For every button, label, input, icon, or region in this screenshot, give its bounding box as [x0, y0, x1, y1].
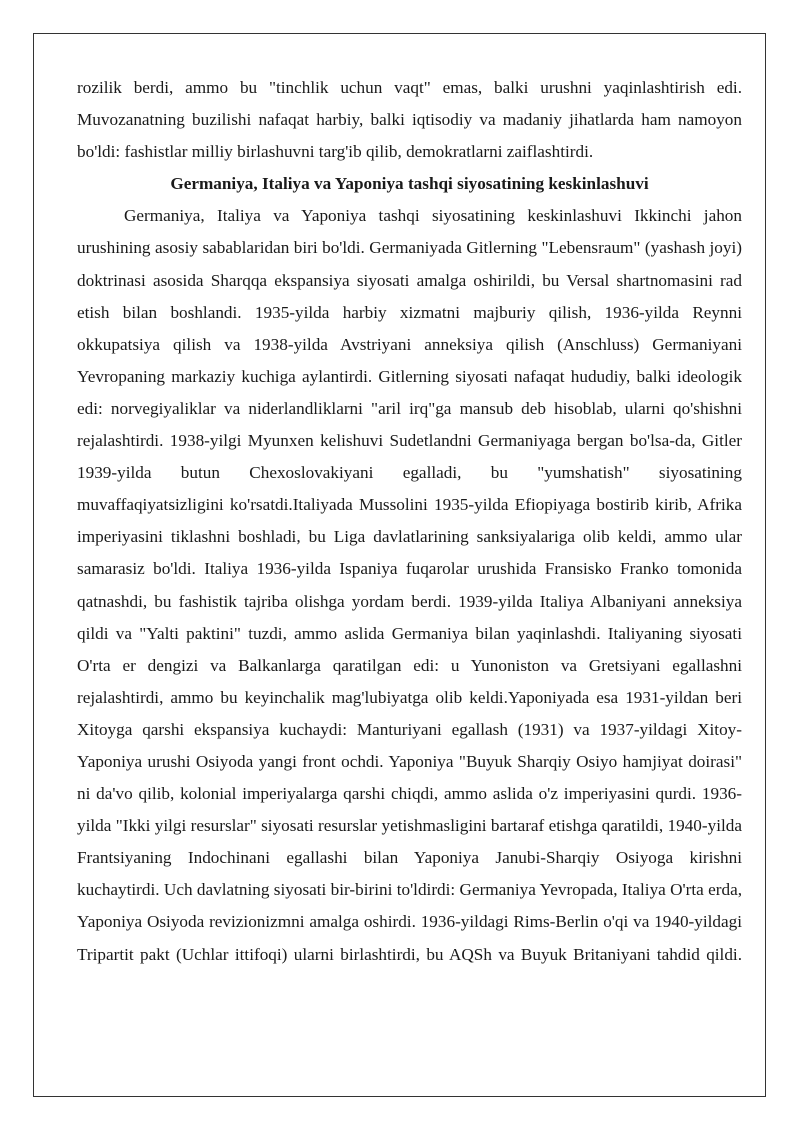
section-heading: Germaniya, Italiya va Yaponiya tashqi siyosatining keskinlashuvi — [170, 174, 649, 194]
paragraph-main-body: Germaniya, Italiya va Yaponiya tashqi siyosatining keskinlashuvi Ikkinchi jahon urushining asosiy sabablaridan biri bo'ldi. Germaniyada Gitlerning "Lebensraum" (yashash joyi) doktrinasi asosida Sharqqa ekspansiya siyosati amalga oshirildi, bu Versal shartnomasini rad etish bilan boshlandi. 1935-yilda harbiy xizmatni majburiy qilish, 1936-yilda Reynni okkupatsiya qilish va 1938-yilda Avstriyani anneksiya qilish (Anschluss) Germaniyani Yevropaning markaziy kuchiga aylantirdi. Gitlerning siyosati nafaqat hududiy, balki ideologik edi: norvegiyaliklar va niderlandliklarni "aril irq"ga mansub deb hisoblab, ularni qo'shishni rejalashtirdi. 1938-yilgi Myunxen kelishuvi Sudetlandni Germaniyaga bergan bo'lsa-da, Gitler 1939-yilda butun Chexoslovakiyani egalladi, bu "yumshatish" siyosatining muvaffaqiyatsizligini ko'rsatdi.Italiyada Mussolini 1935-yilda Efiopiyaga bostirib kirib, Afrika imperiyasini tiklashni boshladi, bu Liga davlatlarining sanksiyalariga olib keldi, ammo ular samarasiz bo'ldi. Italiya 1936-yilda Ispaniya fuqarolar urushida Fransisko Franko tomonida qatnashdi, bu fashistik tajriba olishga yordam berdi. 1939-yilda Italiya Albaniyani anneksiya qildi va "Yalti paktini" tuzdi, ammo aslida Germaniya bilan yaqinlashdi. Italiyaning siyosati O'rta er dengizi va Balkanlarga qaratilgan edi: u Yunoniston va Gretsiyani egallashni rejalashtirdi, ammo bu keyinchalik mag'lubiyatga olib keldi.Yaponiyada esa 1931-yildan beri Xitoyga qarshi ekspansiya kuchaydi: Manturiyani egallash (1931) va 1937-yildagi Xitoy-Yaponiya urushi Osiyoda yangi front ochdi. Yaponiya "Buyuk Sharqiy Osiyo hamjiyat doirasi" ni da'vo qilib, kolonial imperiyalarga qarshi chiqdi, ammo aslida o'z imperiyasini qurdi. 1936-yilda "Ikki yilgi resurslar" siyosati resurslar yetishmasligini bartaraf etishga qaratildi, 1940-yilda Frantsiyaning Indochinani egallashi bilan Yaponiya Janubi-Sharqiy Osiyoga kirishni kuchaytirdi. Uch davlatning siyosati bir-birini to'ldirdi: Germaniya Yevropada, Italiya O'rta erda, Yaponiya Osiyoda revizionizmni amalga oshirdi. 1936-yildagi Rims-Berlin o'qi va 1940-yildagi Tripartit pakt (Uchlar ittifoqi) ularni birlashtirdi, bu AQSh va Buyuk Britaniyani tahdid qildi. — [77, 206, 742, 964]
paragraph-intro-continuation: rozilik berdi, ammo bu "tinchlik uchun vaqt" emas, balki urushni yaqinlashtirish edi. Muvozanatning buzilishi nafaqat harbiy, balki iqtisodiy va madaniy jihatlarda ham namoyon bo'ldi: fashistlar milliy birlashuvni targ'ib qilib, demokratlarni zaiflashtirdi. — [77, 78, 742, 162]
document-body — [77, 72, 742, 971]
